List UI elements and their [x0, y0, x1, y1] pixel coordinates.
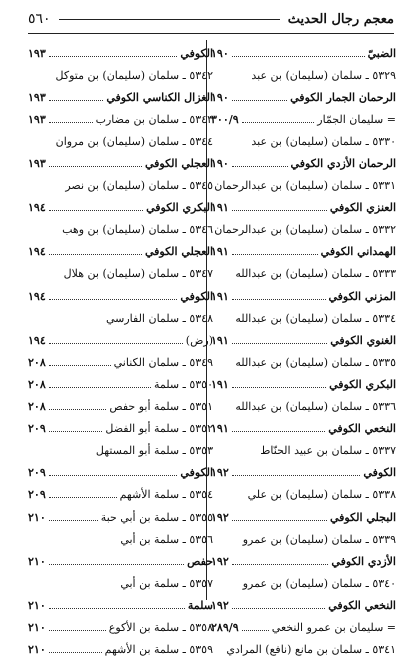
index-line — [211, 307, 396, 329]
page-reference: ١٩٢ — [211, 554, 229, 568]
index-line — [28, 462, 213, 484]
running-title: معجم رجال الحديث — [287, 11, 394, 27]
entry-text: العجلي الكوفي — [144, 157, 213, 171]
entry-text: الرحمان الجمار الكوفي — [290, 90, 396, 104]
entry-text: ٥٣٥٨ ـ سلمة بن الأكوع — [108, 620, 213, 634]
entry-text: ٥٣٤٩ ـ سلمان الكناني — [113, 355, 213, 369]
entry-text: البكري الكوفي — [146, 201, 213, 215]
entry-text: ٥٣٣١ ـ سلمان (سليمان) بن عبدالرحمان — [214, 179, 396, 193]
index-line — [28, 86, 213, 108]
index-line — [28, 418, 213, 440]
index-line — [211, 64, 396, 86]
index-line — [28, 152, 213, 174]
page-number: ٥٦٠ — [28, 11, 51, 27]
dot-leader — [49, 630, 106, 631]
page-reference: ١٩١ — [211, 422, 229, 436]
entry-text: العجلي الكوفي — [144, 245, 213, 259]
dot-leader — [49, 210, 143, 211]
entry-text: البكري الكوفي — [329, 377, 396, 391]
entry-text: = سليمان بن عمرو النخعي — [271, 620, 396, 634]
index-line — [211, 418, 396, 440]
index-line — [28, 285, 213, 307]
dot-leader — [49, 365, 111, 366]
index-line — [211, 440, 396, 462]
index-line — [211, 263, 396, 285]
index-line — [28, 639, 213, 661]
index-line — [28, 440, 213, 462]
entry-text: النخعي الكوفي — [328, 422, 396, 436]
page-reference: ١٩٣ — [28, 157, 46, 171]
index-line — [211, 130, 396, 152]
page-reference: ١٩٠ — [211, 46, 229, 60]
dot-leader — [49, 166, 142, 167]
index-line — [28, 528, 213, 550]
index-line — [211, 351, 396, 373]
page-reference: ١٩٣ — [28, 46, 46, 60]
index-line — [211, 462, 396, 484]
entry-text: ٥٣٣٦ ـ سلمان (سليمان) بن عبدالله — [235, 400, 396, 414]
index-line — [28, 263, 213, 285]
entry-text: العنزي الكوفي — [329, 201, 396, 215]
page-reference: ١٩٠ — [211, 157, 229, 171]
page-reference: ٢١٠ — [28, 598, 46, 612]
index-line — [28, 130, 213, 152]
entry-text: ٥٣٣٠ ـ سلمان (سليمان) بن عبد — [251, 134, 396, 148]
entry-text: ٥٣٤٢ ـ سلمان (سليمان) بن متوكل — [55, 68, 213, 82]
dot-leader — [49, 343, 183, 344]
dot-leader — [242, 122, 315, 123]
entry-text: النخعي الكوفي — [328, 598, 396, 612]
page-reference: ٢٠٨ — [28, 377, 46, 391]
dot-leader — [49, 299, 178, 300]
dot-leader — [49, 520, 98, 521]
entry-text: ٥٣٥٤ ـ سلمة الأشهم — [119, 488, 213, 502]
index-line — [211, 175, 396, 197]
index-line — [28, 594, 213, 616]
page-reference: ١٩١ — [211, 245, 229, 259]
page-reference: ٢٨٩/٩ — [211, 620, 239, 634]
page-reference: ٢١٠ — [28, 554, 46, 568]
page-reference: ١٩٣ — [28, 90, 46, 104]
entry-text: ٥٣٣٣ ـ سلمان (سليمان) بن عبدالله — [235, 267, 396, 281]
dot-leader — [49, 652, 102, 653]
index-line — [211, 506, 396, 528]
dot-leader — [232, 166, 288, 167]
page-reference: ١٩٤ — [28, 201, 46, 215]
entry-text: الكوفي — [180, 289, 213, 303]
header-divider — [28, 33, 394, 34]
index-line — [28, 616, 213, 638]
entry-text: ٥٣٣٥ ـ سلمان (سليمان) بن عبدالله — [235, 355, 396, 369]
dot-leader — [232, 210, 327, 211]
index-line — [28, 307, 213, 329]
index-line — [28, 197, 213, 219]
index-line — [28, 64, 213, 86]
page-reference: ١٩٣ — [28, 112, 46, 126]
dot-leader — [232, 387, 326, 388]
dot-leader — [49, 387, 151, 388]
index-line — [28, 241, 213, 263]
page-reference: ١٩٤ — [28, 333, 46, 347]
entry-text: ٥٣٣٢ ـ سلمان (سليمان) بن عبدالرحمان — [214, 223, 396, 237]
entry-text: الغزال الكناسي الكوفي — [106, 90, 213, 104]
index-line — [28, 42, 213, 64]
index-line — [28, 108, 213, 130]
dot-leader — [49, 122, 93, 123]
dot-leader — [49, 564, 184, 565]
header-line — [59, 19, 280, 20]
page-reference: ١٩١ — [211, 333, 229, 347]
dot-leader — [49, 497, 117, 498]
index-line — [211, 42, 396, 64]
entry-text: ٥٣٤١ ـ سلمان بن مانع (نافع) المرادي — [226, 643, 396, 657]
page-header — [28, 8, 394, 30]
page-reference: ١٩٢ — [211, 598, 229, 612]
entry-text: = سليمان الجمّار — [317, 112, 396, 126]
page-reference: ٢٠٩ — [28, 466, 46, 480]
entry-text: سلمة — [187, 598, 213, 612]
index-line — [28, 373, 213, 395]
page-reference: ١٩٤ — [28, 245, 46, 259]
dot-leader — [232, 254, 318, 255]
dot-leader — [232, 431, 326, 432]
entry-text: الغنوي الكوفي — [330, 333, 396, 347]
index-line — [28, 396, 213, 418]
page-reference: ١٩٠ — [211, 90, 229, 104]
entry-text: ٥٣٤٦ ـ سلمان (سليمان) بن وهب — [62, 223, 213, 237]
entry-text: ٥٣٤٨ ـ سلمان الفارسي — [105, 311, 213, 325]
entry-text: ٥٣٤٣ ـ سلمان بن مضارب — [95, 112, 213, 126]
page-reference: ٢٠٨ — [28, 355, 46, 369]
index-line — [211, 219, 396, 241]
page-reference: ٢١٠ — [28, 510, 46, 524]
index-line — [211, 396, 396, 418]
entry-text: ٥٣٣٧ ـ سلمان بن عبيد الحنّاط — [260, 444, 396, 458]
page-reference: ٢٠٩ — [28, 422, 46, 436]
entry-text: ٥٣٥٦ ـ سلمة بن أبي — [120, 532, 213, 546]
entry-text: ٥٣٢٩ ـ سلمان (سليمان) بن عبد — [251, 68, 396, 82]
entry-text: الكوفي — [180, 46, 213, 60]
index-line — [28, 219, 213, 241]
dot-leader — [232, 299, 326, 300]
dot-leader — [49, 254, 142, 255]
index-line — [211, 108, 396, 130]
index-line — [211, 550, 396, 572]
index-line — [211, 285, 396, 307]
dot-leader — [49, 409, 107, 410]
index-line — [211, 639, 396, 661]
page-reference: ٢٠٨ — [28, 400, 46, 414]
page-reference: ١٩١ — [211, 377, 229, 391]
page-reference: ١٩٤ — [28, 289, 46, 303]
entry-text: الضبيّ — [367, 46, 396, 60]
index-line — [28, 329, 213, 351]
entry-text: الرحمان الأزدي الكوفي — [290, 157, 396, 171]
entry-text: ٥٣٤٥ ـ سلمان (سليمان) بن نصر — [65, 179, 213, 193]
entry-text: (رض) — [185, 333, 213, 347]
index-line — [28, 506, 213, 528]
entry-text: ٥٣٤٠ ـ سلمان (سليمان) بن عمرو — [242, 576, 396, 590]
entry-text: حفص — [187, 554, 213, 568]
left-column — [28, 42, 213, 661]
entry-text: ٥٣٣٩ ـ سلمان (سليمان) بن عمرو — [242, 532, 396, 546]
page-reference: ٣٠٠/٩ — [211, 112, 239, 126]
dot-leader — [232, 56, 365, 57]
entry-text: ٥٣٣٤ ـ سلمان (سليمان) بن عبدالله — [235, 311, 396, 325]
entry-text: ٥٣٣٨ ـ سلمان (سليمان) بن علي — [247, 488, 396, 502]
entry-text: ٥٣٥٥ ـ سلمة بن أبي حبة — [100, 510, 213, 524]
entry-text: الكوفي — [363, 466, 396, 480]
page-reference: ١٩٢ — [211, 466, 229, 480]
index-line — [211, 329, 396, 351]
page-reference: ٢١٠ — [28, 643, 46, 657]
dot-leader — [49, 431, 103, 432]
entry-text: ٥٣٤٤ ـ سلمان (سليمان) بن مروان — [55, 134, 213, 148]
dot-leader — [232, 343, 328, 344]
index-line — [28, 484, 213, 506]
entry-text: ٥٣٥٢ ـ سلمة أبو الفضل — [105, 422, 213, 436]
entry-text: الأزدي الكوفي — [331, 554, 396, 568]
page-reference: ١٩٢ — [211, 510, 229, 524]
entry-text: ٥٣٥٧ ـ سلمة بن أبي — [120, 576, 213, 590]
entry-text: ٥٣٤٧ ـ سلمان (سليمان) بن هلال — [63, 267, 213, 281]
page-reference: ٢٠٩ — [28, 488, 46, 502]
dot-leader — [232, 475, 361, 476]
dot-leader — [242, 630, 269, 631]
index-line — [211, 616, 396, 638]
index-line — [211, 197, 396, 219]
entry-text: البجلي الكوفي — [329, 510, 396, 524]
index-line — [211, 528, 396, 550]
index-line — [211, 594, 396, 616]
index-line — [211, 484, 396, 506]
entry-text: الهمداني الكوفي — [320, 245, 396, 259]
index-line — [28, 550, 213, 572]
index-line — [28, 175, 213, 197]
entry-text: ٥٣٥١ ـ سلمة أبو حفص — [109, 400, 213, 414]
dot-leader — [232, 564, 329, 565]
entry-text: ٥٣٥٣ ـ سلمة أبو المستهل — [95, 444, 213, 458]
index-line — [28, 351, 213, 373]
entry-text: ٥٣٥٠ ـ سلمة — [154, 377, 213, 391]
index-line — [211, 241, 396, 263]
index-line — [28, 572, 213, 594]
index-line — [211, 373, 396, 395]
dot-leader — [232, 520, 327, 521]
index-line — [211, 86, 396, 108]
dot-leader — [49, 56, 178, 57]
page-reference: ٢١٠ — [28, 620, 46, 634]
index-line — [211, 152, 396, 174]
entry-text: ٥٣٥٩ ـ سلمة بن الأشهم — [104, 643, 213, 657]
dot-leader — [49, 100, 104, 101]
right-column — [211, 42, 396, 661]
entry-text: المزني الكوفي — [328, 289, 396, 303]
page-reference: ١٩١ — [211, 289, 229, 303]
dot-leader — [49, 475, 178, 476]
entry-text: الكوفي — [180, 466, 213, 480]
page-reference: ١٩١ — [211, 201, 229, 215]
index-line — [211, 572, 396, 594]
dot-leader — [232, 100, 287, 101]
